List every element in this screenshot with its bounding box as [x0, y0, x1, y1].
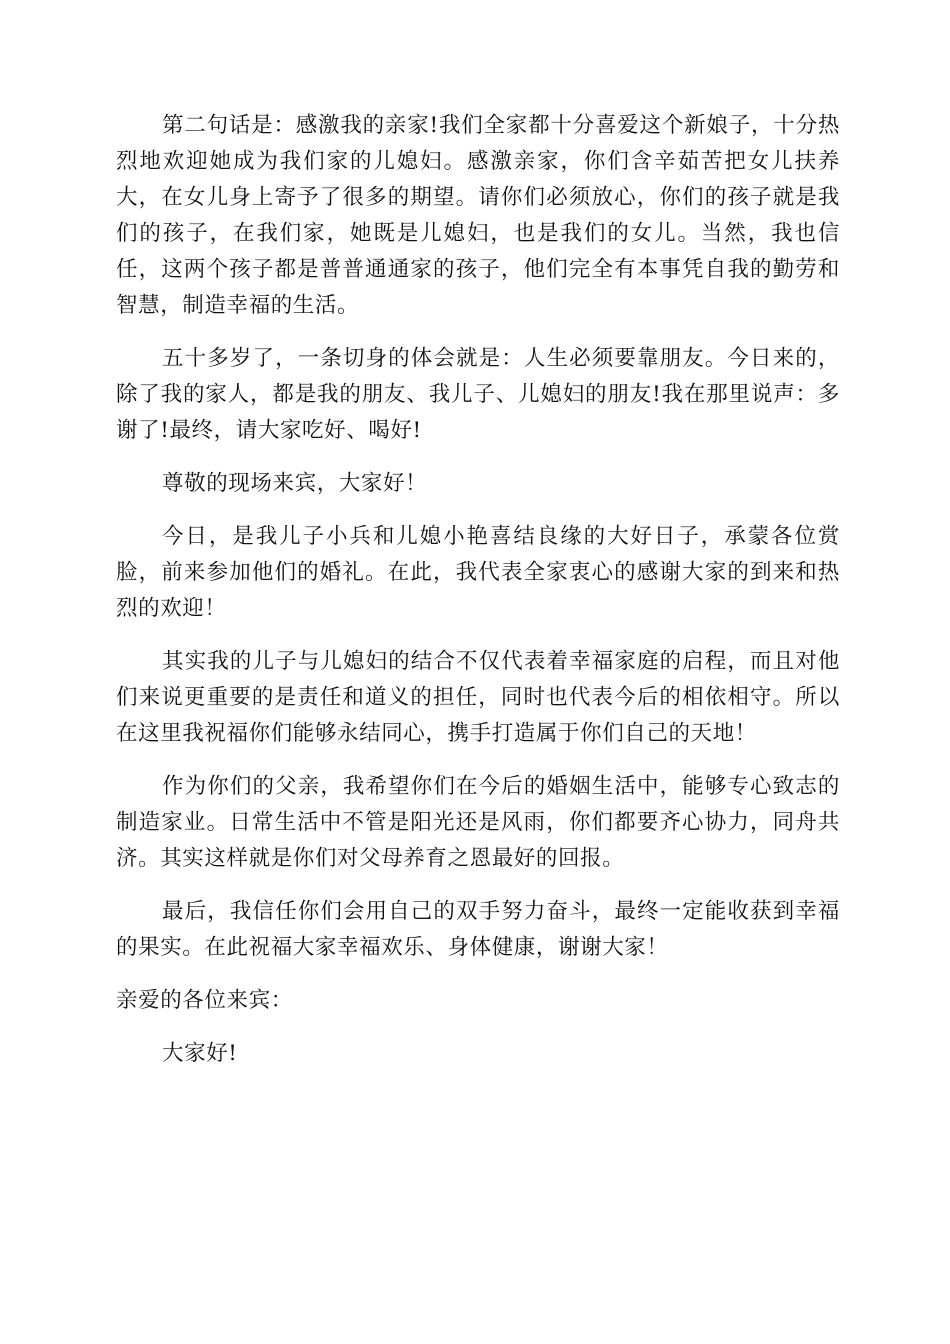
- paragraph-wedding-day: 今日，是我儿子小兵和儿媳小艳喜结良缘的大好日子，承蒙各位赏脸，前来参加他们的婚礼。在此，我代表全家衷心的感谢大家的到来和热烈的欢迎！: [116, 524, 840, 621]
- paragraph-father-wishes: 作为你们的父亲，我希望你们在今后的婚姻生活中，能够专心致志的制造家业。日常生活中不管是阳光还是风雨，你们都要齐心协力，同舟共济。其实这样就是你们对父母养育之恩最好的回报。: [116, 774, 840, 871]
- paragraph-closing-blessing: 最后，我信任你们会用自己的双手努力奋斗，最终一定能收获到幸福的果实。在此祝福大家幸福欢乐、身体健康，谢谢大家！: [116, 899, 840, 960]
- paragraph-thanks-in-laws: 第二句话是：感激我的亲家!我们全家都十分喜爱这个新娘子，十分热烈地欢迎她成为我们家的儿媳妇。感激亲家，你们含辛茹苦把女儿扶养大，在女儿身上寄予了很多的期望。请你们必须放心，你们的孩子就是我们的孩子，在我们家，她既是儿媳妇，也是我们的女儿。当然，我也信任，这两个孩子都是普普通通家的孩子，他们完全有本事凭自我的勤劳和智慧，制造幸福的生活。: [116, 113, 840, 318]
- paragraph-thanks-friends: 五十多岁了，一条切身的体会就是：人生必须要靠朋友。今日来的，除了我的家人，都是我的朋友、我儿子、儿媳妇的朋友!我在那里说声：多谢了!最终，请大家吃好、喝好!: [116, 346, 840, 443]
- paragraph-salutation: 亲爱的各位来宾：: [116, 988, 293, 1013]
- paragraph-greeting-guests: 尊敬的现场来宾，大家好！: [162, 471, 428, 496]
- paragraph-hello: 大家好!: [162, 1041, 238, 1066]
- paragraph-responsibility: 其实我的儿子与儿媳妇的结合不仅代表着幸福家庭的启程，而且对他们来说更重要的是责任和道义的担任，同时也代表今后的相依相守。所以在这里我祝福你们能够永结同心，携手打造属于你们自己的天地！: [116, 649, 840, 746]
